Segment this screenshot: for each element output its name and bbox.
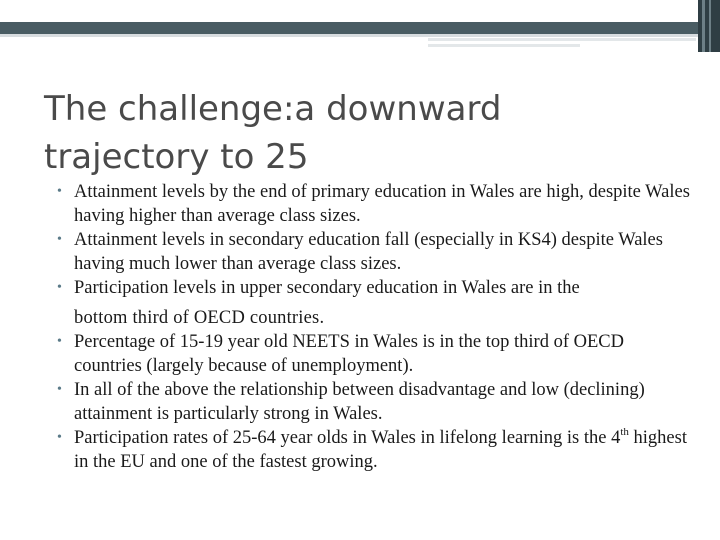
bullet-text: In all of the above the relationship between disadvantage and low (declining) attainment is particularly strong in Wales. bbox=[74, 380, 645, 424]
bullet-item bbox=[50, 378, 690, 426]
bullet-item bbox=[50, 180, 690, 228]
bullet-icon: • bbox=[57, 334, 62, 349]
bullet-text: Percentage of 15-19 year old NEETS in Wales is in the top third of OECD countries (largely because of unemployment). bbox=[74, 332, 624, 376]
header-accent-line-short bbox=[428, 44, 580, 47]
bullet-item bbox=[50, 276, 690, 330]
bullet-icon: • bbox=[57, 232, 62, 247]
bullet-text: Participation levels in upper secondary education in Wales are in the bbox=[74, 278, 580, 298]
bullet-list bbox=[50, 180, 690, 474]
bullet-item bbox=[50, 426, 690, 474]
header-accent-line bbox=[428, 38, 696, 41]
bullet-icon: • bbox=[57, 382, 62, 397]
bullet-icon: • bbox=[57, 184, 62, 199]
corner-stripe bbox=[709, 0, 711, 52]
title-line-2: trajectory to 25 bbox=[44, 137, 309, 177]
bullet-text-end: highest in the EU and one of the fastest growing. bbox=[74, 428, 687, 472]
bullet-item bbox=[50, 330, 690, 378]
line-gap bbox=[74, 300, 690, 306]
corner-stripe bbox=[702, 0, 705, 52]
header-rule bbox=[0, 34, 720, 37]
bullet-text: Attainment levels in secondary education fall (especially in KS4) despite Wales having much lower than average class sizes. bbox=[74, 230, 663, 274]
header-band bbox=[0, 22, 720, 34]
ordinal-suffix: th bbox=[620, 425, 629, 438]
bullet-icon: • bbox=[57, 280, 62, 295]
bullet-icon: • bbox=[57, 430, 62, 445]
header-band-top bbox=[0, 0, 720, 22]
bullet-item bbox=[50, 228, 690, 276]
bullet-text: Attainment levels by the end of primary education in Wales are high, despite Wales having higher than average class sizes. bbox=[74, 182, 690, 226]
bullet-text: Participation rates of 25-64 year olds in Wales in lifelong learning is the 4 bbox=[74, 428, 621, 448]
slide-title bbox=[44, 85, 664, 181]
title-line-1: The challenge:a downward bbox=[44, 89, 502, 129]
bullet-text-continuation: bottom third of OECD countries. bbox=[74, 308, 325, 328]
